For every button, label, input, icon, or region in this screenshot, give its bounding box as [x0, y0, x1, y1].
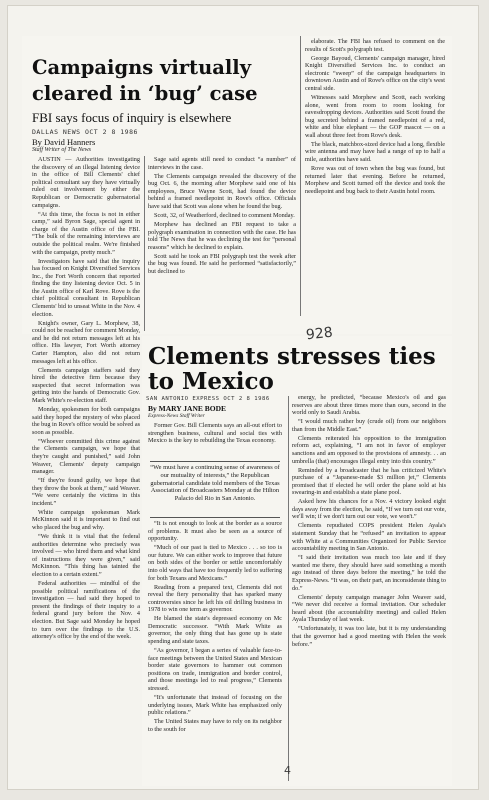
paragraph: Sage said agents still need to conduct “a number” of interviews in the case.	[148, 156, 296, 171]
archive-page	[8, 6, 478, 789]
paragraph: Federal authorities — mindful of the possible political ramifications of the investigation — had said they hoped to present the findings of their inquiry to a federal grand jury before the Nov. 4 election. But Sage said Monday he hoped to turn over the findings to the U.S. attorney's office by the end of the week.	[32, 579, 140, 641]
bug-case-column-3	[305, 38, 445, 330]
paragraph: Clements repudiated COPS president Helen Ayala's statement Sunday that he “refused” an invitation to appear with White at a Communities Organized for Public Service accountability meeting in San Antonio.	[292, 522, 446, 553]
paragraph: Witnesses said Morphew and Scott, each working alone, went from room to room looking for eavesdropping devices. Authorities said Scott found the bug secreted behind a framed needlepoint of a red, white and blue elephant — the GOP mascot — on a wall about three feet from Rove's desk.	[305, 93, 445, 139]
mexico-column-1	[148, 520, 282, 782]
paragraph: Clements reiterated his opposition to the immigration reform act, explaining, “I am not in favor of employer sanctions and am opposed to the provisions of amnesty. . . an umbrella (that) encourages illegal entry into this country.”	[292, 434, 446, 465]
paragraph: Reminded by a broadcaster that he has criticized White's purchase of a “Japanese-made $3 million jet,” Clements promised that if elected he will order the plane sold at his swearing-in and establish a state plane pool.	[292, 466, 446, 497]
bug-case-column-1	[32, 156, 140, 664]
paragraph: “Unfortunately, it was too late, but it is my understanding that the governor had a good meeting with Helen the week before.”	[292, 625, 446, 648]
headline-mexico-line2: to Mexico	[148, 368, 274, 395]
headline-bug-case-line2: cleared in ‘bug’ case	[32, 82, 258, 105]
paragraph: “If they're found guilty, we hope that they throw the book at them,” said Weaver. “We were certainly the victims in this incident.”	[32, 477, 140, 507]
paragraph: Morphew has declined an FBI request to take a polygraph examination in connection with the case. He has told The News that he was declining the test for “personal reasons” which he declined to explain.	[148, 220, 296, 251]
paragraph: Scott, 32, of Weatherford, declined to comment Monday.	[154, 211, 295, 219]
paragraph: “It is not enough to look at the border as a source of problems. It must also be seen as a source of opportunity.	[148, 520, 282, 543]
byline-mexico: By MARY JANE BODE	[148, 404, 227, 413]
paragraph: White campaign spokesman Mark McKinnon said it is important to find out who placed the bug and why.	[32, 508, 140, 532]
dateline-stamp-dallas: DALLAS NEWS OCT 2 8 1986	[32, 128, 138, 136]
byline-bug-case: By David Hanners	[32, 137, 96, 147]
paragraph: Former Gov. Bill Clements says an all-out effort to strengthen business, cultural and social ties with Mexico is the key to rebuilding the Texas economy.	[148, 422, 282, 445]
paragraph: The United States may have to rely on its neighbor to the south for	[148, 718, 282, 733]
paragraph: “Whoever committed this crime against the Clements campaign, we hope that they're caught and punished,” said John Weaver, Clements' deputy campaign manager.	[32, 437, 140, 476]
bug-case-column-2	[148, 156, 296, 333]
paragraph: “It's unfortunate that instead of focusing on the underlying issues, Mark White has emphasized only public relations.”	[148, 694, 282, 717]
paragraph: energy, he predicted, “because Mexico's oil and gas reserves are about three times more than ours, second in the world only to Saudi Arabia.	[292, 394, 446, 417]
mexico-column-1-intro	[148, 422, 282, 460]
staff-line-mexico: Express-News Staff Writer	[148, 413, 205, 419]
pullquote-rule-top	[150, 461, 280, 462]
headline-mexico-line1: Clements stresses ties	[148, 343, 436, 370]
paragraph: The black, matchbox-sized device had a long, flexible wire antenna and may have had a range of up to half a mile, authorities have said.	[305, 140, 445, 164]
column-divider	[288, 396, 289, 781]
paragraph: The Clements campaign revealed the discovery of the bug Oct. 6, the morning after Morphew said one of his employees, Bruce Wayne Scott, had found the device behind a framed needlepoint in Rove's office. Officials have said that Scott was alone when he found the bug.	[148, 172, 296, 210]
mexico-column-2	[292, 394, 446, 784]
pullquote-rule-bottom	[150, 517, 280, 518]
paragraph: “I would much rather buy (crude oil) from our neighbors than from the Middle East.”	[292, 418, 446, 433]
paragraph: Clements campaign staffers said they hired the detective firm because they suspected that secret information was getting into the hands of Democratic Gov. Mark White's re-election staff.	[32, 366, 140, 404]
paragraph: “As governor, I began a series of valuable face-to-face meetings between the United States and Mexican border state governors to hammer out common positions on trade, immigration and border control, and those meetings led to real progress,” Clements stressed.	[148, 647, 282, 693]
paragraph: George Bayoud, Clements' campaign manager, hired Knight Diversified Services Inc. to conduct an electronic “sweep” of the campaign headquarters in downtown Austin and of Rove's office on the city's west central side.	[305, 54, 445, 92]
headline-bug-case-line1: Campaigns virtually	[32, 56, 252, 79]
paragraph: “We think it is vital that the federal authorities determine who precisely was involved — who hired them and what kind of instructions they were given,” said McKinnon. “This thing has tainted the election to a certain extent.”	[32, 533, 140, 578]
column-divider	[300, 36, 301, 316]
margin-mark: 4	[284, 764, 291, 777]
paragraph: Asked how his chances for a Nov. 4 victory looked eight days away from the election, he said, “If we turn out our vote, we'll win; if we don't turn out our vote, we won't.”	[292, 498, 446, 521]
dateline-stamp-san-antonio: SAN ANTONIO EXPRESS OCT 2 8 1986	[146, 396, 270, 402]
paragraph: Scott said he took an FBI polygraph test the week after the bug was found. He said he performed “satisfactorily,” but declined to	[148, 252, 296, 275]
paragraph: Monday, spokesmen for both campaigns said they hoped the mystery of who placed the bug in Rove's office would be solved as soon as possible.	[32, 405, 140, 436]
column-divider	[144, 156, 145, 331]
paragraph: Reading from a prepared text, Clements did not reveal the fiery personality that has sparked many controversies since he left his oil drilling business in 1978 to win one term as governor.	[148, 583, 282, 614]
paragraph: “At this time, the focus is not in either camp,” said Byron Sage, special agent in charge of the Austin office of the FBI. “The bulk of the remaining interviews are outside the political realm. We're finished with the campaign, pretty much.”	[32, 210, 140, 256]
handwritten-number: 928	[305, 324, 334, 344]
paragraph: “Much of our past is tied to Mexico . . . so too is our future. We can either work to improve that future on both sides of the border or settle uncomfortably into old ways that have too frequently led to suffering for both Texans and Mexicans.”	[148, 544, 282, 582]
paragraph: “I said their invitation was much too late and if they wanted me there, they should have said something a month ago instead of three days before the meeting,” he told the Express-News. “It was, on their part, an inconsiderate thing to do.”	[292, 554, 446, 592]
paragraph: Investigators have said that the inquiry has focused on Knight Diversified Services Inc., the Fort Worth concern that reported finding the tiny listening device Oct. 5 in the Austin office of Karl Rove. Rove is the chief political consultant in Republican Clements' bid to unseat White in the Nov. 4 election.	[32, 257, 140, 318]
paragraph: Rove was out of town when the bug was found, but returned later that evening. Before he returned, Morphew and Scott turned off the device and took the needlepoint and bug back to their Austin hotel room.	[305, 165, 445, 195]
subheadline-bug-case: FBI says focus of inquiry is elsewhere	[32, 110, 232, 125]
staff-line-bug-case: Staff Writer of The News	[32, 147, 92, 153]
paragraph: elaborate. The FBI has refused to comment on the results of Scott's polygraph test.	[305, 38, 445, 53]
pullquote: “We must have a continuing sense of awareness of our mutuality of interests,” the Republican gubernatorial candidate told members of the Texas Association of Broadcasters Monday at the Hilton Palacio del Rio in San Antonio.	[150, 464, 280, 503]
paragraph: AUSTIN — Authorities investigating the discovery of an illegal listening device in the office of Bill Clements' chief political consultant say they have virtually ruled out involvement by either the Republican or Democratic gubernatorial campaigns.	[32, 156, 140, 209]
paragraph: He blamed the state's depressed economy on Mc Democratic successor. “With Mark White as governor, the only thing that has gone up is state spending and state taxes.	[148, 615, 282, 646]
paragraph: Clements' deputy campaign manager John Weaver said, “We never did receive a formal invitation. Our scheduler heard about (the accountability meeting) and called Helen Ayala Thursday of last week.	[292, 593, 446, 624]
paragraph: Knight's owner, Gary L. Morphew, 38, could not be reached for comment Monday, and he did not return messages left at his office. His lawyer, Fort Worth attorney Carter Hampton, also did not return messages left at his office.	[32, 319, 140, 365]
